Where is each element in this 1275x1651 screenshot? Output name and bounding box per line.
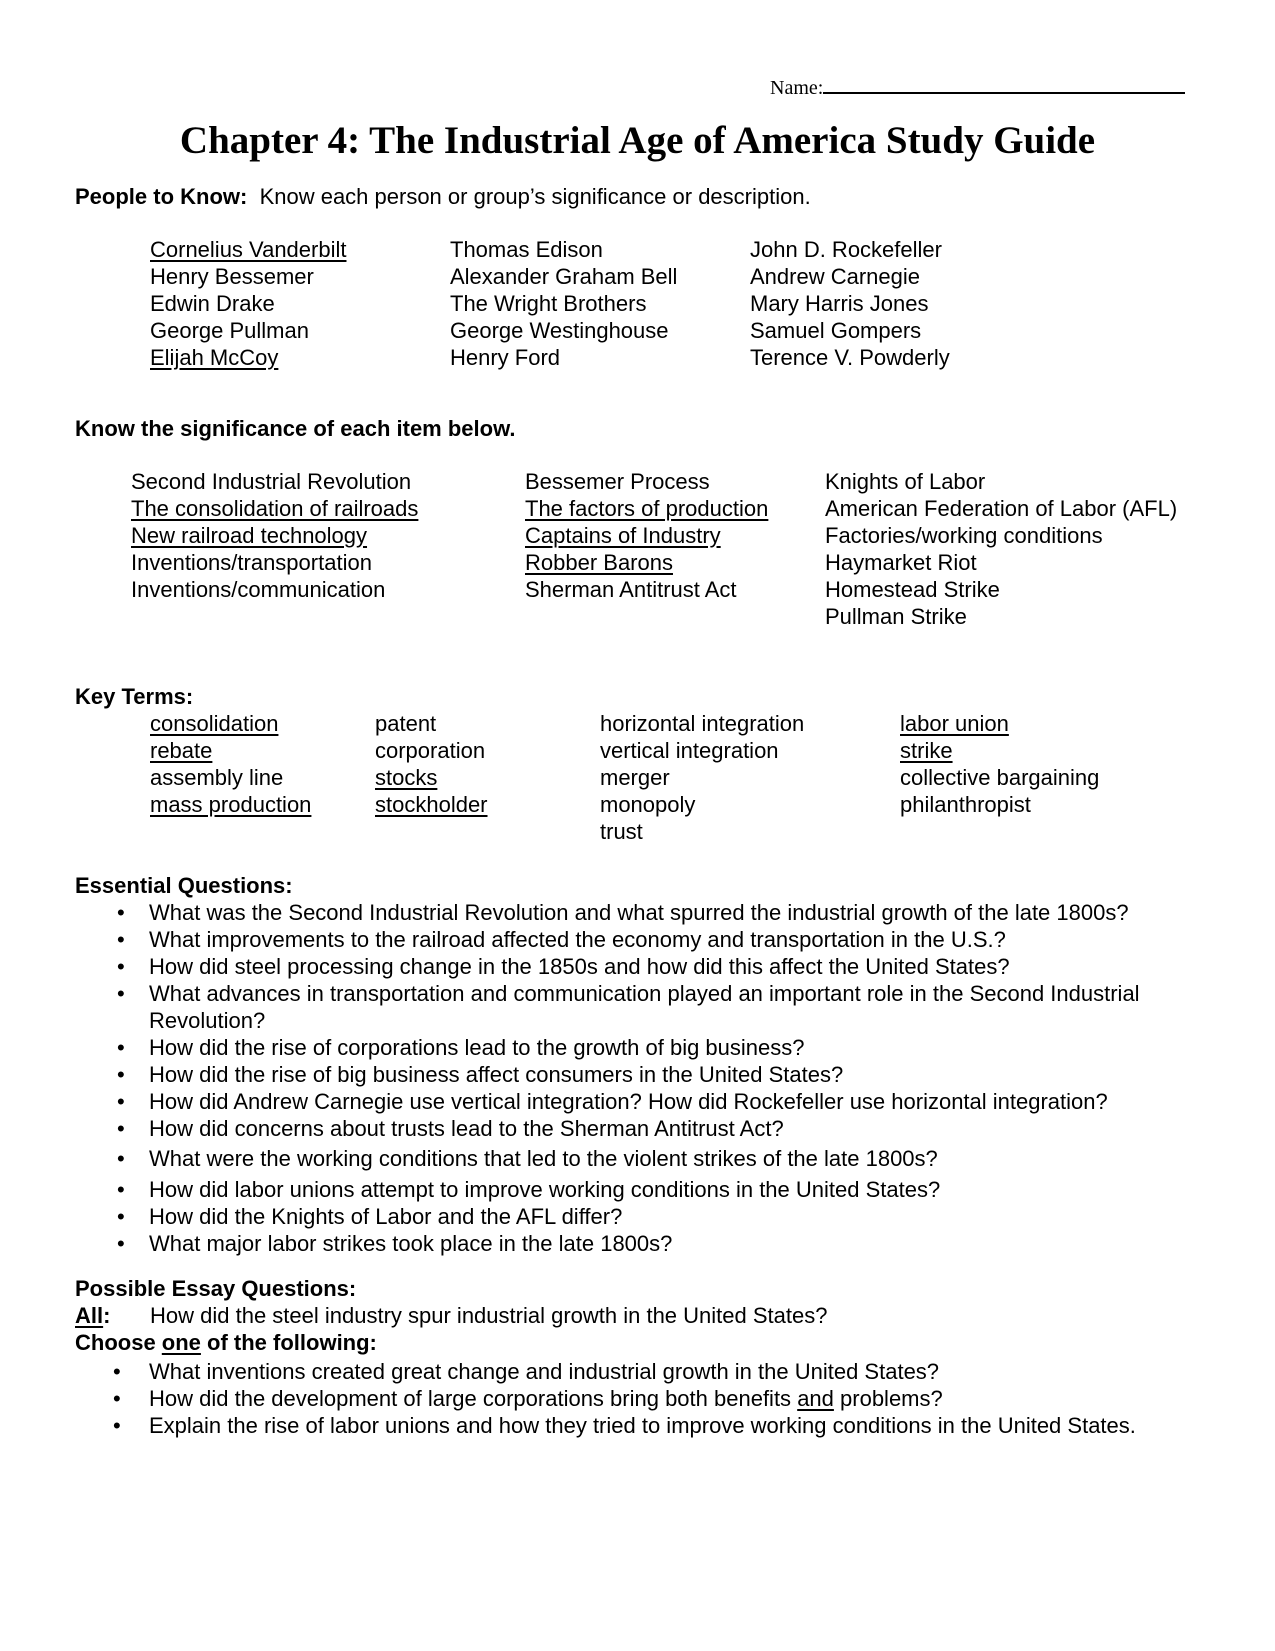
list-item: vertical integration xyxy=(600,738,779,763)
list-item: Inventions/transportation xyxy=(131,550,372,575)
list-item: • How did the Knights of Labor and the AFL differ? xyxy=(117,1204,623,1229)
list-item: assembly line xyxy=(150,765,284,790)
list-item: Knights of Labor xyxy=(825,469,986,494)
list-item: • What were the working conditions that led to the violent strikes of the late 1800s? xyxy=(117,1146,938,1171)
list-item: • What was the Second Industrial Revolution and what spurred the industrial growth of the late 1800s? xyxy=(117,900,1129,925)
people-heading: People to Know: xyxy=(75,184,248,209)
list-item: Pullman Strike xyxy=(825,604,967,629)
list-item: stocks xyxy=(375,765,438,790)
list-item: labor union xyxy=(900,711,1009,736)
list-item: New railroad technology xyxy=(131,523,368,548)
list-item: rebate xyxy=(150,738,213,763)
list-item: • How did the rise of corporations lead to the growth of big business? xyxy=(117,1035,805,1060)
list-item: Inventions/communication xyxy=(131,577,386,602)
list-item: collective bargaining xyxy=(900,765,1100,790)
name-label: Name: xyxy=(770,77,824,99)
list-item: Bessemer Process xyxy=(525,469,710,494)
bullet: • xyxy=(113,1413,121,1438)
key-terms-heading: Key Terms: xyxy=(75,684,194,709)
list-item: consolidation xyxy=(150,711,279,736)
bullet: • xyxy=(117,900,125,925)
list-item: monopoly xyxy=(600,792,696,817)
all-label: All xyxy=(75,1303,104,1328)
bullet: • xyxy=(117,954,125,979)
list-item: • What advances in transportation and communication played an important role in the Second Industrial Revolution? xyxy=(117,981,1140,1033)
page-title: Chapter 4: The Industrial Age of America Study Guide xyxy=(179,119,1096,162)
list-item: • How did the development of large corporations bring both benefits and problems? xyxy=(113,1386,943,1411)
list-item: The factors of production xyxy=(525,496,769,521)
list-item: Thomas Edison xyxy=(450,237,603,262)
list-item: • How did Andrew Carnegie use vertical integration? How did Rockefeller use horizontal integration? xyxy=(117,1089,1108,1114)
essential-heading: Essential Questions: xyxy=(75,873,293,898)
list-item: Second Industrial Revolution xyxy=(131,469,412,494)
list-item: • What major labor strikes took place in the late 1800s? xyxy=(117,1231,673,1256)
list-item: John D. Rockefeller xyxy=(750,237,942,262)
key-terms-col-1 xyxy=(150,710,311,818)
significance-heading: Know the significance of each item below. xyxy=(75,416,516,441)
list-item: The consolidation of railroads xyxy=(131,496,419,521)
list-item: American Federation of Labor (AFL) xyxy=(825,496,1178,521)
bullet: • xyxy=(117,1146,125,1171)
list-item: Robber Barons xyxy=(525,550,673,575)
bullet: • xyxy=(117,1089,125,1114)
list-item: Factories/working conditions xyxy=(825,523,1103,548)
significance-col-2 xyxy=(525,468,768,603)
bullet: • xyxy=(117,1177,125,1202)
list-item: trust xyxy=(600,819,643,844)
people-instruction: Know each person or group’s significance or description. xyxy=(259,184,811,209)
list-item: Samuel Gompers xyxy=(750,318,922,343)
significance-col-3 xyxy=(825,468,1177,630)
list-item: strike xyxy=(900,738,953,763)
choose-one-line: Choose one of the following: xyxy=(75,1330,377,1355)
people-col-2 xyxy=(450,236,677,371)
bullet: • xyxy=(117,1231,125,1256)
list-item: George Pullman xyxy=(150,318,309,343)
essay-all-question: How did the steel industry spur industrial growth in the United States? xyxy=(150,1303,828,1328)
list-item: • What inventions created great change and industrial growth in the United States? xyxy=(113,1359,940,1384)
essay-heading: Possible Essay Questions: xyxy=(75,1276,357,1301)
key-terms-col-2 xyxy=(375,710,488,818)
list-item: Haymarket Riot xyxy=(825,550,977,575)
list-item: George Westinghouse xyxy=(450,318,669,343)
list-item: patent xyxy=(375,711,437,736)
bullet: • xyxy=(113,1386,121,1411)
name-field xyxy=(770,72,1185,100)
people-col-3 xyxy=(750,236,950,371)
list-item: Elijah McCoy xyxy=(150,345,279,370)
list-item: philanthropist xyxy=(900,792,1031,817)
essay-questions-list xyxy=(75,1358,1215,1439)
list-item: Homestead Strike xyxy=(825,577,1000,602)
list-item: • How did concerns about trusts lead to the Sherman Antitrust Act? xyxy=(117,1116,784,1141)
list-item: corporation xyxy=(375,738,486,763)
bullet: • xyxy=(117,1062,125,1087)
bullet: • xyxy=(117,981,125,1006)
list-item: • How did the rise of big business affect consumers in the United States? xyxy=(117,1062,844,1087)
name-blank-line[interactable] xyxy=(823,72,1185,94)
list-item: stockholder xyxy=(375,792,488,817)
list-item: • How did labor unions attempt to improve working conditions in the United States? xyxy=(117,1177,941,1202)
list-item: Terence V. Powderly xyxy=(750,345,950,370)
people-col-1 xyxy=(150,236,346,371)
list-item: Mary Harris Jones xyxy=(750,291,929,316)
list-item: • Explain the rise of labor unions and how they tried to improve working conditions in the United States. xyxy=(113,1413,1136,1438)
people-heading-line xyxy=(75,184,811,210)
list-item: Captains of Industry xyxy=(525,523,721,548)
list-item: Henry Ford xyxy=(450,345,561,370)
bullet: • xyxy=(117,1035,125,1060)
list-item: • How did steel processing change in the 1850s and how did this affect the United States? xyxy=(117,954,1010,979)
bullet: • xyxy=(117,1116,125,1141)
list-item: Cornelius Vanderbilt xyxy=(150,237,347,262)
bullet: • xyxy=(113,1359,121,1384)
list-item: Alexander Graham Bell xyxy=(450,264,678,289)
list-item: mass production xyxy=(150,792,312,817)
list-item: merger xyxy=(600,765,670,790)
essay-all-line: All: xyxy=(75,1303,111,1328)
key-terms-col-3 xyxy=(600,710,804,845)
list-item: Henry Bessemer xyxy=(150,264,314,289)
bullet: • xyxy=(117,1204,125,1229)
list-item: Edwin Drake xyxy=(150,291,275,316)
bullet: • xyxy=(117,927,125,952)
list-item: Andrew Carnegie xyxy=(750,264,920,289)
list-item: • What improvements to the railroad affected the economy and transportation in the U.S.? xyxy=(117,927,1006,952)
key-terms-col-4 xyxy=(900,710,1099,818)
essential-questions-list xyxy=(75,899,1215,1257)
list-item: horizontal integration xyxy=(600,711,805,736)
list-item: The Wright Brothers xyxy=(450,291,647,316)
significance-col-1 xyxy=(131,468,418,603)
list-item: Sherman Antitrust Act xyxy=(525,577,737,602)
choose-one-emphasis: one xyxy=(161,1330,201,1355)
